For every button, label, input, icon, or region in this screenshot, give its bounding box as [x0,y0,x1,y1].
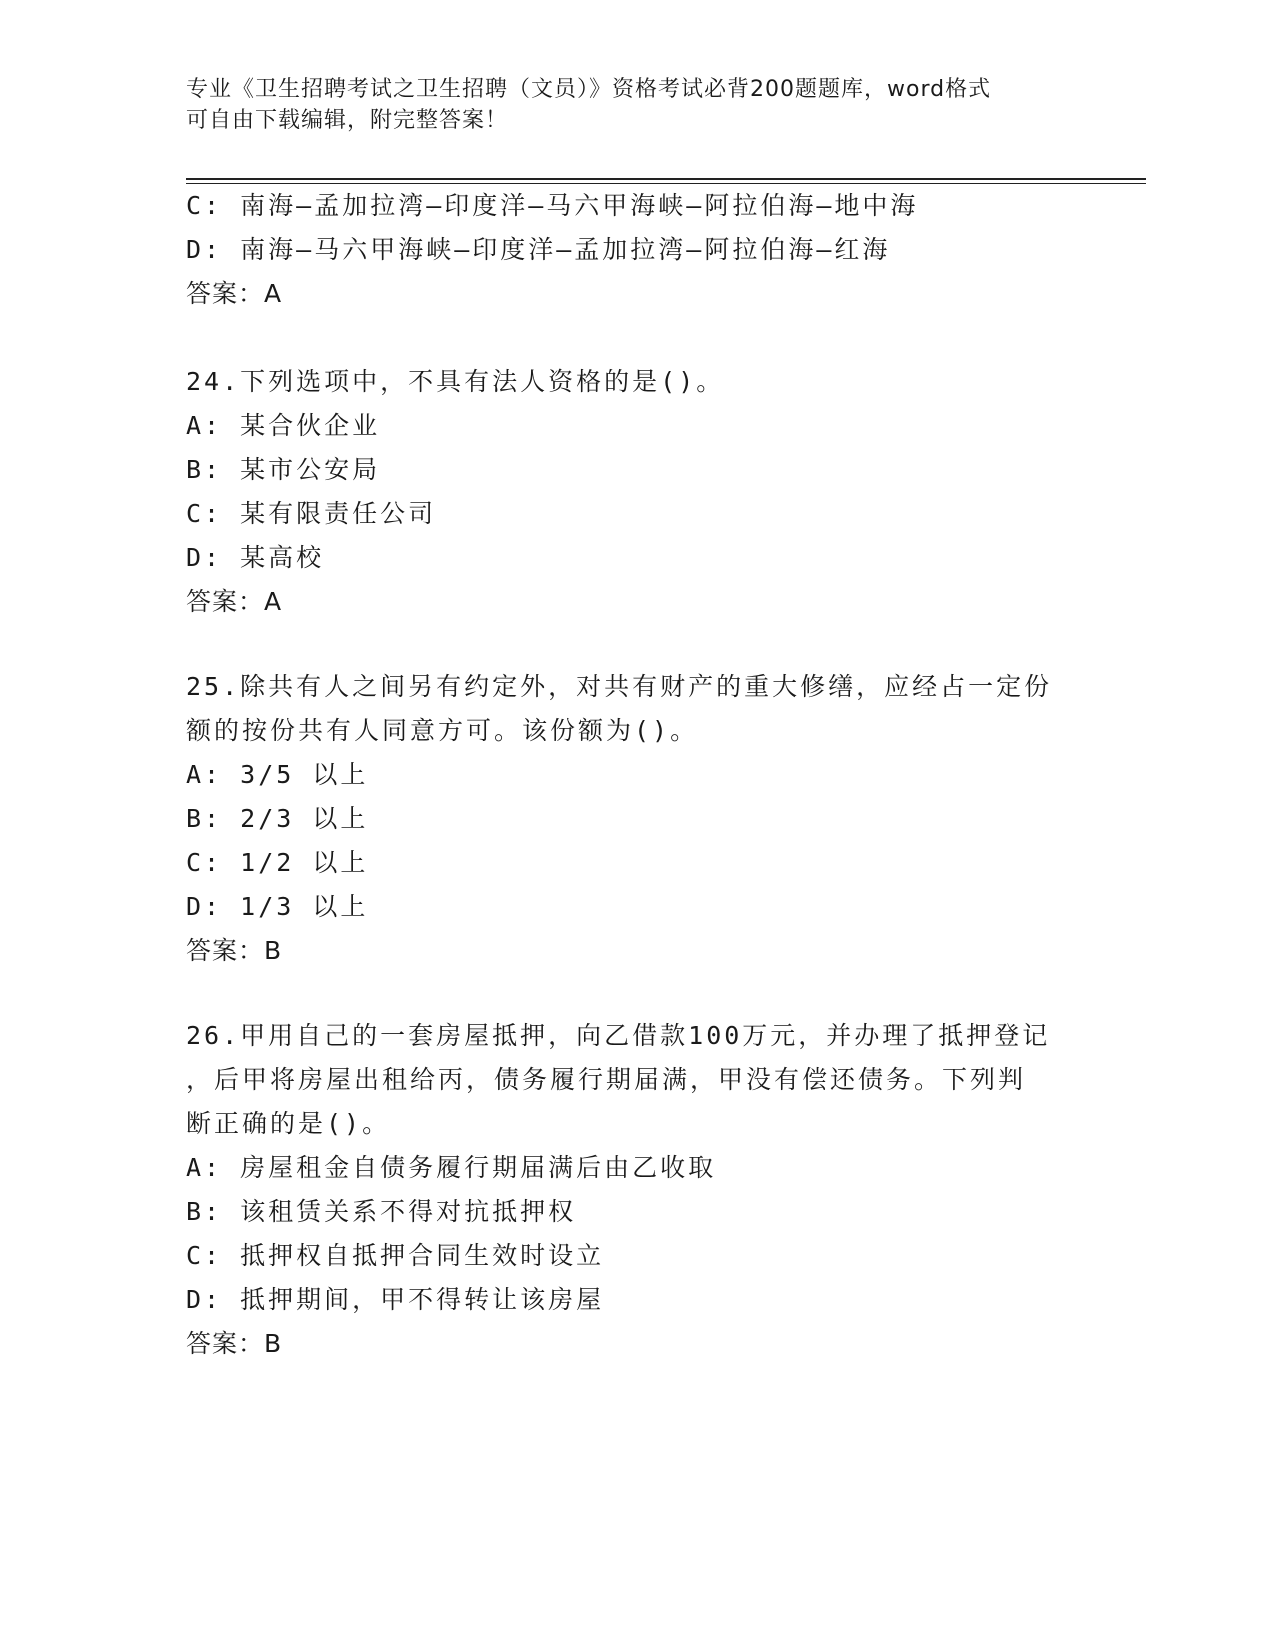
q26-stem-line-2: ，后甲将房屋出租给丙，债务履行期届满，甲没有偿还债务。下列判 [186,1065,1027,1094]
q24-option-c: C: 某有限责任公司 [186,499,437,528]
q24-option-b: B: 某市公安局 [186,455,381,484]
q25-option-d: D: 1/3 以上 [186,892,369,921]
prev-option-d: D: 南海—马六甲海峡—印度洋—孟加拉湾—阿拉伯海—红海 [186,235,891,264]
q25-option-a: A: 3/5 以上 [186,760,369,789]
q26-stem-line-3: 断正确的是()。 [186,1109,391,1138]
q26-option-b: B: 该租赁关系不得对抗抵押权 [186,1197,577,1226]
q26-stem-line-1: 26.甲用自己的一套房屋抵押，向乙借款100万元，并办理了抵押登记 [186,1021,1051,1050]
q24-option-d: D: 某高校 [186,543,325,572]
q26-option-a: A: 房屋租金自债务履行期届满后由乙收取 [186,1153,717,1182]
q25-stem-line-2: 额的按份共有人同意方可。该份额为()。 [186,716,699,745]
header-line-2: 可自由下载编辑，附完整答案！ [186,108,509,133]
q25-option-b: B: 2/3 以上 [186,804,369,833]
header-rule-thin [186,183,1146,184]
document-header [186,74,1066,136]
q25-stem-line-1: 25.除共有人之间另有约定外，对共有财产的重大修缮，应经占一定份 [186,672,1053,701]
q25-answer: 答案：B [186,936,283,965]
q24-option-a: A: 某合伙企业 [186,411,381,440]
q24-stem: 24.下列选项中，不具有法人资格的是()。 [186,367,725,396]
prev-answer: 答案：A [186,279,283,308]
q25-option-c: C: 1/2 以上 [186,848,369,877]
q26-option-d: D: 抵押期间，甲不得转让该房屋 [186,1285,605,1314]
q26-option-c: C: 抵押权自抵押合同生效时设立 [186,1241,605,1270]
header-line-1: 专业《卫生招聘考试之卫生招聘（文员）》资格考试必背200题题库，word格式 [186,77,992,102]
q24-answer: 答案：A [186,587,283,616]
prev-option-c: C: 南海—孟加拉湾—印度洋—马六甲海峡—阿拉伯海—地中海 [186,191,919,220]
q26-answer: 答案：B [186,1329,283,1358]
header-rule-thick [186,178,1146,180]
